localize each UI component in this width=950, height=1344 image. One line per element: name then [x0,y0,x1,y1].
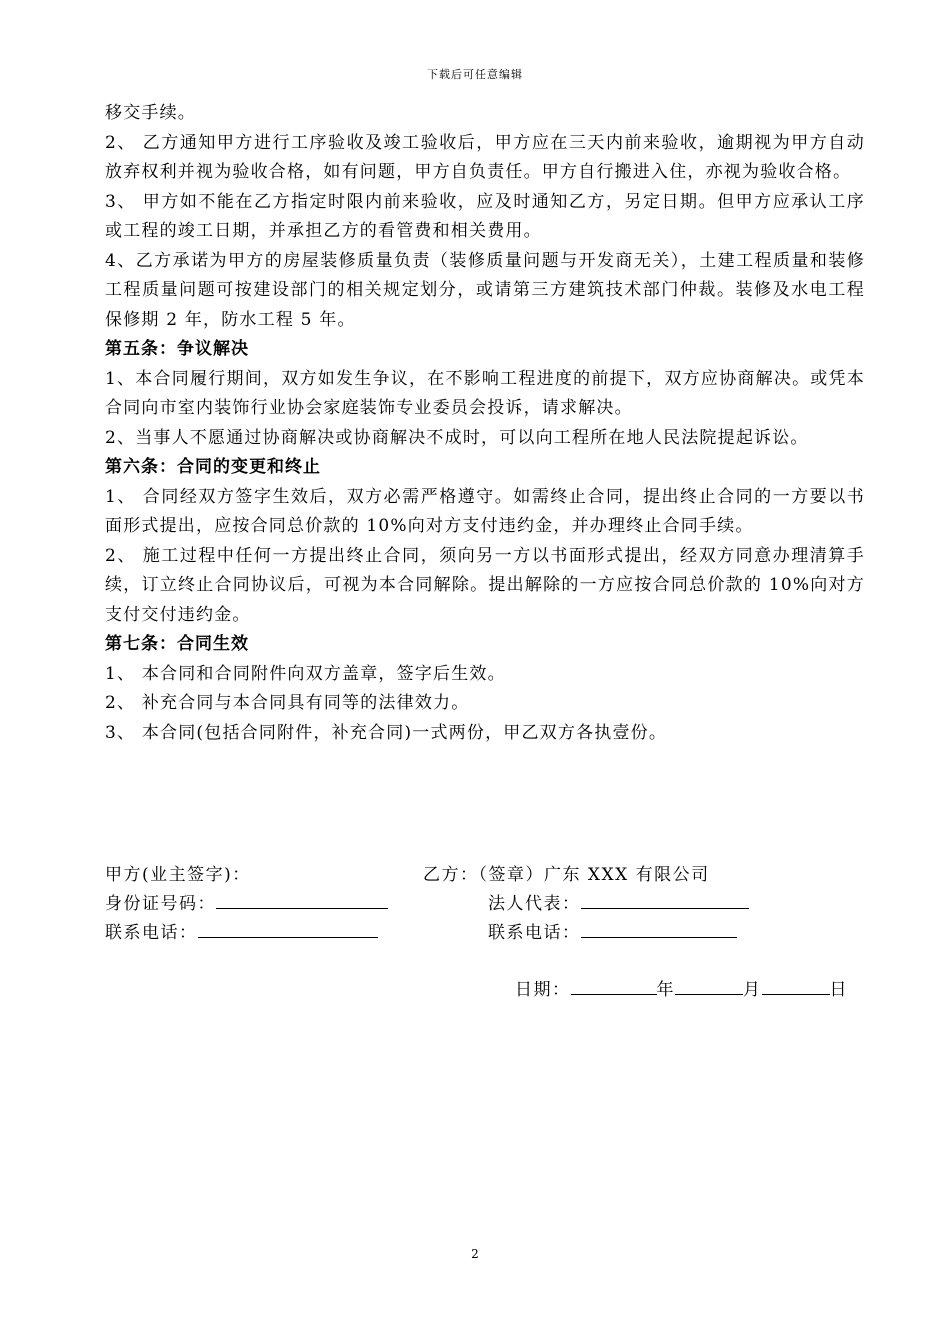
year-blank[interactable] [571,976,657,995]
contract-body [105,99,865,748]
party-b-title: 乙方：（签章）广东 XXX 有限公司 [423,865,710,885]
paragraph: 1、本合同履行期间，双方如发生争议，在不影响工程进度的前提下，双方应协商解决。或凭本合同向市室内装饰行业协会家庭装饰专业委员会投诉，请求解决。 [105,368,865,418]
page-number: 2 [471,1247,479,1261]
date-line [515,975,848,1005]
id-number-label: 身份证号码： [105,894,216,914]
section-heading: 第七条：合同生效 [105,634,249,654]
paragraph: 3、 本合同(包括合同附件，补充合同)一式两份，甲乙双方各执壹份。 [105,722,668,743]
paragraph: 4、乙方承诺为甲方的房屋装修质量负责（装修质量问题与开发商无关），土建工程质量和装修工程质量问题可按建设部门的相关规定划分，或请第三方建筑技术部门仲裁。装修及水电工程保修期 2 年，防水工程 5 年。 [105,250,865,330]
party-a-phone-line [105,918,378,948]
paragraph: 2、 施工过程中任何一方提出终止合同，须向另一方以书面形式提出，经双方同意办理清算手续，订立终止合同协议后，可视为本合同解除。提出解除的一方应按合同总价款的 10%向对方支付交付违约金。 [105,545,865,625]
month-label: 月 [743,980,762,1000]
party-b-rep-line [488,889,749,919]
date-label: 日期： [515,980,571,1000]
section-heading: 第五条：争议解决 [105,339,249,359]
paragraph: 1、 合同经双方签字生效后，双方必需严格遵守。如需终止合同，提出终止合同的一方要以书面形式提出，应按合同总价款的 10%向对方支付违约金，并办理终止合同手续。 [105,486,865,536]
phone-label: 联系电话： [488,923,581,943]
day-blank[interactable] [762,976,830,995]
party-a-phone-blank[interactable] [198,919,378,938]
phone-label: 联系电话： [105,923,198,943]
year-label: 年 [656,980,675,1000]
paragraph: 3、 甲方如不能在乙方指定时限内前来验收，应及时通知乙方，另定日期。但甲方应承认工序或工程的竣工日期，并承担乙方的看管费和相关费用。 [105,191,865,241]
section-heading: 第六条：合同的变更和终止 [105,457,321,477]
paragraph: 移交手续。 [105,103,196,123]
legal-rep-label: 法人代表： [488,894,581,914]
id-number-blank[interactable] [216,890,388,909]
page-header: 下载后可任意编辑 [427,68,523,81]
paragraph: 1、 本合同和合同附件向双方盖章，签字后生效。 [105,663,506,684]
day-label: 日 [829,980,848,1000]
party-a-id-line [105,889,388,919]
party-b-phone-line [488,918,737,948]
party-a-title: 甲方(业主签字)： [105,865,251,885]
paragraph: 2、 补充合同与本合同具有同等的法律效力。 [105,693,470,713]
month-blank[interactable] [675,976,743,995]
paragraph: 2、 乙方通知甲方进行工序验收及竣工验收后，甲方应在三天内前来验收，逾期视为甲方自动放弃权利并视为验收合格，如有问题，甲方自负责任。甲方自行搬进入住，亦视为验收合格。 [105,132,865,182]
party-b-phone-blank[interactable] [581,919,737,938]
legal-rep-blank[interactable] [581,890,749,909]
paragraph: 2、当事人不愿通过协商解决或协商解决不成时，可以向工程所在地人民法院提起诉讼。 [105,427,809,448]
